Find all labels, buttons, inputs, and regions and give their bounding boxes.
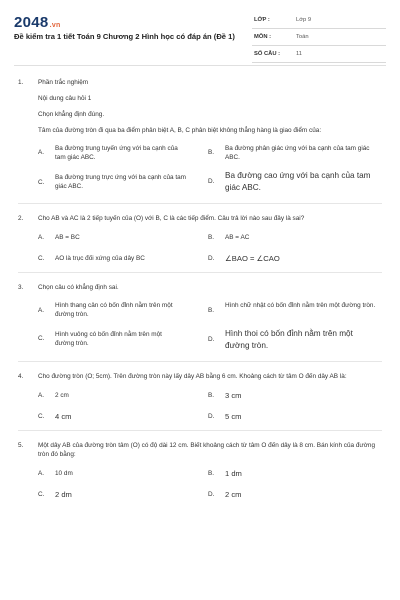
option-d[interactable]: D. 5 cm [208, 412, 242, 421]
divider [18, 272, 382, 273]
question-number: 4. [18, 373, 24, 380]
option-d[interactable]: D. 2 cm [208, 490, 242, 499]
answer-options [38, 391, 382, 421]
meta-key: SỐ CÂU : [254, 51, 281, 57]
answer-options [38, 142, 382, 194]
meta-value: Lớp 9 [296, 17, 312, 23]
question-number: 5. [18, 442, 24, 449]
meta-key: MÔN : [254, 34, 272, 40]
question-heading: Nội dung câu hỏi 1 [38, 95, 92, 102]
question-text: Chọn câu có khẳng định sai. [38, 284, 119, 291]
question-5 [18, 441, 382, 499]
question-number: 2. [18, 215, 24, 222]
logo-sub: .vn [49, 22, 61, 29]
option-a[interactable]: A. 2 cm [38, 392, 69, 399]
question-list [18, 78, 382, 499]
question-text: Cho đường tròn (O; 5cm). Trên đường tròn này lấy dây AB bằng 6 cm. Khoảng cách từ tâm O đến dây AB là: [38, 373, 347, 380]
meta-key: LỚP : [254, 17, 270, 23]
header-divider [14, 65, 386, 66]
question-text: Một dây AB của đường tròn tâm (O) có độ dài 12 cm. Biết khoảng cách từ tâm O đến dây là 8 cm. Bán kính của đường tròn đó bằng: [38, 442, 376, 458]
meta-table [252, 12, 386, 63]
option-c[interactable]: C. Ba đường trung trực ứng với ba cạnh của tam giác ABC. [38, 174, 186, 190]
option-a[interactable]: A. AB = BC [38, 234, 80, 241]
question-3 [18, 283, 382, 352]
site-logo[interactable] [14, 14, 61, 31]
divider [18, 430, 382, 431]
answer-options [38, 233, 382, 263]
question-text: Tâm của đường tròn đi qua ba điểm phân biệt A, B, C phân biệt không thẳng hàng là giao điểm của: [38, 127, 322, 134]
option-d[interactable]: D. ∠BAO = ∠CAO [208, 254, 280, 263]
option-b[interactable]: B. 3 cm [208, 391, 242, 400]
option-b[interactable]: B. AB = AC [208, 234, 250, 241]
option-a[interactable]: A. Ba đường trung tuyến ứng với ba cạnh của tam giác ABC. [38, 145, 178, 161]
option-c[interactable]: C. 4 cm [38, 412, 72, 421]
question-instruction: Chọn khẳng định đúng. [38, 111, 105, 118]
option-d[interactable]: D. Hình thoi có bốn đỉnh nằm trên một đường tròn. [208, 329, 353, 350]
option-b[interactable]: B. 1 dm [208, 469, 242, 478]
option-c[interactable]: C. Hình vuông có bốn đỉnh nằm trên một đường tròn. [38, 331, 162, 347]
document-title: Đề kiểm tra 1 tiết Toán 9 Chương 2 Hình học có đáp án (Đề 1) [14, 32, 235, 41]
option-a[interactable]: A. 10 dm [38, 470, 73, 477]
option-c[interactable]: C. 2 dm [38, 490, 72, 499]
meta-value: Toán [296, 34, 309, 40]
option-c[interactable]: C. AO là trục đối xứng của dây BC [38, 255, 145, 262]
option-b[interactable]: B. Hình chữ nhật có bốn đỉnh nằm trên một đường tròn. [208, 302, 376, 314]
option-a[interactable]: A. Hình thang cân có bốn đỉnh nằm trên một đường tròn. [38, 302, 173, 318]
option-b[interactable]: B. Ba đường phân giác ứng với ba cạnh của tam giác ABC. [208, 145, 370, 161]
question-number: 3. [18, 284, 24, 291]
meta-row-class [252, 12, 386, 29]
section-heading: Phần trắc nghiệm [38, 79, 89, 86]
question-text: Cho AB và AC là 2 tiếp tuyến của (O) với B, C là các tiếp điểm. Câu trả lời nào sau đây là sai? [38, 215, 305, 222]
answer-options [38, 469, 382, 499]
meta-row-subject [252, 29, 386, 46]
meta-value: 11 [296, 51, 303, 57]
divider [18, 361, 382, 362]
question-4 [18, 372, 382, 421]
option-d[interactable]: D. Ba đường cao ứng với ba cạnh của tam giác ABC. [208, 171, 371, 192]
meta-row-count [252, 46, 386, 63]
question-1 [18, 78, 382, 194]
question-number: 1. [18, 79, 24, 86]
logo-main: 2048 [14, 14, 49, 31]
question-2 [18, 214, 382, 263]
answer-options [38, 301, 382, 352]
divider [18, 203, 382, 204]
header [14, 10, 386, 62]
